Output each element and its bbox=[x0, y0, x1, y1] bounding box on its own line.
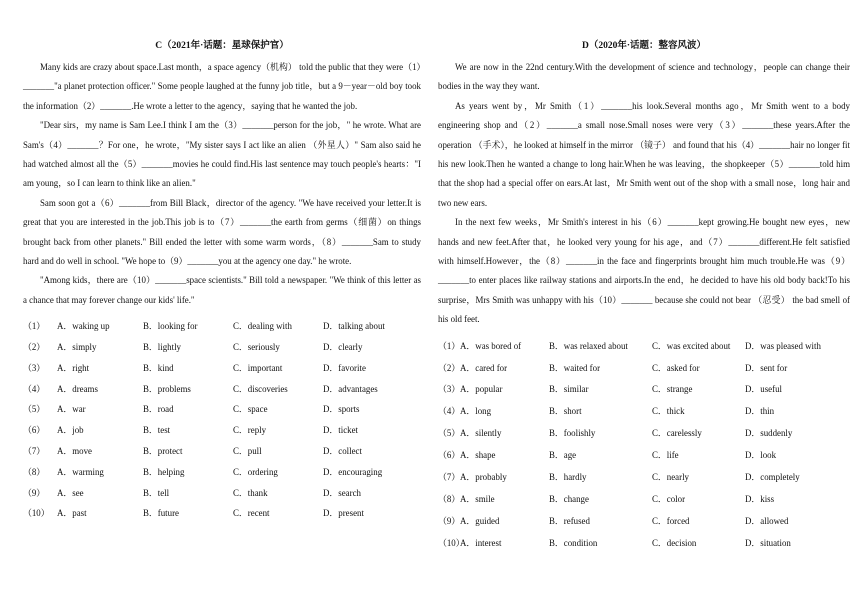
option-a: A．war bbox=[57, 404, 86, 415]
question-number: （7） bbox=[23, 446, 46, 457]
question-number: （4） bbox=[438, 406, 461, 417]
section-d-passage bbox=[438, 58, 850, 330]
option-a: A．simply bbox=[57, 342, 97, 353]
option-d: D．collect bbox=[323, 446, 362, 457]
option-d: D．talking about bbox=[323, 321, 385, 332]
option-d: D．completely bbox=[745, 472, 800, 483]
question-number: （9） bbox=[438, 515, 461, 526]
question-number: （1） bbox=[23, 321, 46, 332]
option-d: D．advantages bbox=[323, 383, 378, 394]
section-c-options bbox=[23, 316, 421, 524]
question-number: （6） bbox=[438, 450, 461, 461]
option-d: D．allowed bbox=[745, 515, 789, 526]
option-row bbox=[23, 483, 421, 504]
question-number: （3） bbox=[438, 384, 461, 395]
option-row bbox=[23, 316, 421, 337]
option-b: B．hardly bbox=[549, 472, 587, 483]
option-c: C．asked for bbox=[652, 362, 700, 373]
option-row bbox=[438, 358, 850, 380]
section-c bbox=[23, 38, 421, 524]
option-d: D．suddenly bbox=[745, 428, 793, 439]
section-d-options bbox=[438, 336, 850, 555]
option-b: B．age bbox=[549, 450, 577, 461]
option-a: A．probably bbox=[460, 472, 507, 483]
option-a: A．waking up bbox=[57, 321, 110, 332]
option-b: B．kind bbox=[143, 362, 174, 373]
option-b: B．looking for bbox=[143, 321, 198, 332]
option-d: D．sent for bbox=[745, 362, 788, 373]
option-c: C．forced bbox=[652, 515, 690, 526]
option-b: B．tell bbox=[143, 487, 170, 498]
option-a: A．warming bbox=[57, 466, 104, 477]
section-d bbox=[438, 38, 850, 555]
option-a: A．was bored of bbox=[460, 340, 522, 351]
passage-paragraph: "Dear sirs，my name is Sam Lee.I think I am the（3）_______person for the job，" he wrote. What are Sam's（4）_______？For one，he wrote，"My sister says I act like an alien （外星人）" Sam also said he had watched almost all the（5）_______movies he could find.His last sentence may touch people's hearts："I am young，so I can learn to think like an alien." bbox=[23, 120, 421, 189]
option-a: A．interest bbox=[460, 537, 502, 548]
option-a: A．job bbox=[57, 425, 84, 436]
option-b: B．foolishly bbox=[549, 428, 596, 439]
option-d: D．sports bbox=[323, 404, 360, 415]
option-b: B．road bbox=[143, 404, 174, 415]
option-c: C．decision bbox=[652, 537, 697, 548]
option-d: D．look bbox=[745, 450, 777, 461]
option-c: C．reply bbox=[233, 425, 267, 436]
option-b: B．waited for bbox=[549, 362, 601, 373]
option-row bbox=[438, 489, 850, 511]
option-a: A．past bbox=[57, 508, 87, 519]
question-number: （9） bbox=[23, 487, 46, 498]
option-row bbox=[23, 399, 421, 420]
option-c: C．color bbox=[652, 493, 686, 504]
passage-paragraph: Sam soon got a（6）_______from Bill Black，director of the agency. "We have received your letter.It is great that you are interested in the job.This job is to（7）_______the earth from germs（细菌）on things brought back from other planets." Bill ended the letter with some warm words，（8）_______Sam to study hard and do well in school. "We hope to（9）_______you at the agency one day." he wrote. bbox=[23, 197, 421, 267]
option-a: A．long bbox=[460, 406, 492, 417]
section-c-passage bbox=[23, 58, 421, 310]
option-row bbox=[23, 358, 421, 379]
question-number: （10） bbox=[438, 537, 465, 548]
option-d: D．present bbox=[323, 508, 364, 519]
option-b: B．was relaxed about bbox=[549, 340, 628, 351]
option-c: C．space bbox=[233, 404, 268, 415]
option-d: D．clearly bbox=[323, 342, 363, 353]
option-c: C．carelessly bbox=[652, 428, 702, 439]
option-d: D．useful bbox=[745, 384, 782, 395]
option-b: B．short bbox=[549, 406, 582, 417]
question-number: （8） bbox=[23, 466, 46, 477]
option-row bbox=[23, 420, 421, 441]
option-a: A．right bbox=[57, 362, 90, 373]
option-c: C．strange bbox=[652, 384, 693, 395]
option-c: C．nearly bbox=[652, 472, 689, 483]
option-b: B．helping bbox=[143, 466, 185, 477]
option-a: A．guided bbox=[460, 515, 500, 526]
option-b: B．test bbox=[143, 425, 171, 436]
section-c-title: C（2021年·话题：星球保护官） bbox=[155, 41, 289, 51]
option-c: C．ordering bbox=[233, 466, 278, 477]
question-number: （2） bbox=[23, 342, 46, 353]
option-d: D．kiss bbox=[745, 493, 775, 504]
option-c: C．thick bbox=[652, 406, 685, 417]
option-d: D．search bbox=[323, 487, 361, 498]
question-number: （5） bbox=[23, 404, 46, 415]
option-a: A．shape bbox=[460, 450, 496, 461]
option-a: A．see bbox=[57, 487, 84, 498]
option-row bbox=[23, 379, 421, 400]
option-a: A．dreams bbox=[57, 383, 98, 394]
option-c: C．important bbox=[233, 362, 283, 373]
passage-paragraph: We are now in the 22nd century.With the development of science and technology，people can change their bodies in the way they want. bbox=[438, 62, 850, 92]
option-c: C．life bbox=[652, 450, 679, 461]
question-number: （6） bbox=[23, 425, 46, 436]
option-row bbox=[438, 467, 850, 489]
passage-paragraph: Many kids are crazy about space.Last month，a space agency（机构） told the public that they were（1）_______"a planet protection officer." Some people laughed at the funny job title，but a 9－year－old boy took the information（2）_______.He wrote a letter to the agency，saying that he wanted the job. bbox=[23, 62, 421, 111]
option-b: B．lightly bbox=[143, 342, 181, 353]
option-a: A．cared for bbox=[460, 362, 508, 373]
question-number: （8） bbox=[438, 493, 461, 504]
option-a: A．move bbox=[57, 446, 93, 457]
option-d: D．favorite bbox=[323, 362, 366, 373]
option-b: B．condition bbox=[549, 537, 598, 548]
option-d: D．situation bbox=[745, 537, 791, 548]
option-row bbox=[23, 441, 421, 462]
option-c: C．thank bbox=[233, 487, 268, 498]
option-a: A．smile bbox=[460, 493, 495, 504]
question-number: （7） bbox=[438, 472, 461, 483]
option-c: C．discoveries bbox=[233, 383, 288, 394]
passage-paragraph: "Among kids，there are（10）_______space scientists." Bill told a newspaper. "We think of this letter as a chance that may forever change our kids' life." bbox=[23, 275, 421, 305]
option-b: B．future bbox=[143, 508, 179, 519]
passage-paragraph: In the next few weeks，Mr Smith's interest in his（6）_______kept growing.He bought new eyes，new hands and new feet.After that，he looked very young for his age，and（7）_______different.He felt satisfied with himself.However，the（8）_______in the face and fingerprints brought him much trouble.He was（9）_______to enter places like railway stations and airports.In the end，he decided to have his old body back!To his surprise，Mrs Smith was unhappy with his（10）_______ because she could not bear （忍受） the bad smell of his old feet. bbox=[438, 217, 850, 325]
section-d-title: D（2020年·话题：整容风波） bbox=[581, 41, 707, 51]
option-d: D．was pleased with bbox=[745, 340, 821, 351]
option-b: B．similar bbox=[549, 384, 589, 395]
passage-paragraph: As years went by，Mr Smith（1）_______his look.Several months ago，Mr Smith went to a body engineering shop and（2）_______a small nose.Small noses were very（3）_______these years.After the operation （手术），he looked at himself in the mirror （镜子） and found that his（4）_______hair no longer fit his new look.Then he wanted a change to long hair.When he was leaving，the shopkeeper（5）_______told him that the shop had a special offer on ears.At last，Mr Smith went out of the shop with a small nose，long hair and two new ears. bbox=[438, 100, 850, 208]
option-row bbox=[438, 445, 850, 467]
option-d: D．thin bbox=[745, 406, 775, 417]
option-row bbox=[23, 462, 421, 483]
question-number: （2） bbox=[438, 362, 461, 373]
option-a: A．popular bbox=[460, 384, 503, 395]
question-number: （10） bbox=[23, 508, 50, 519]
option-c: C．seriously bbox=[233, 342, 280, 353]
option-row bbox=[23, 337, 421, 358]
option-row bbox=[438, 401, 850, 423]
option-c: C．pull bbox=[233, 446, 262, 457]
question-number: （5） bbox=[438, 428, 461, 439]
option-b: B．problems bbox=[143, 383, 191, 394]
option-b: B．change bbox=[549, 493, 589, 504]
option-a: A．silently bbox=[460, 428, 502, 439]
option-row bbox=[438, 336, 850, 358]
option-c: C．was excited about bbox=[652, 340, 731, 351]
option-row bbox=[438, 379, 850, 401]
question-number: （4） bbox=[23, 383, 46, 394]
option-b: B．refused bbox=[549, 515, 590, 526]
option-d: D．encouraging bbox=[323, 466, 383, 477]
option-row bbox=[23, 503, 421, 524]
option-c: C．dealing with bbox=[233, 321, 292, 332]
question-number: （1） bbox=[438, 340, 461, 351]
option-row bbox=[438, 533, 850, 555]
option-row bbox=[438, 423, 850, 445]
option-c: C．recent bbox=[233, 508, 270, 519]
option-d: D．ticket bbox=[323, 425, 358, 436]
option-row bbox=[438, 511, 850, 533]
option-b: B．protect bbox=[143, 446, 183, 457]
question-number: （3） bbox=[23, 362, 46, 373]
